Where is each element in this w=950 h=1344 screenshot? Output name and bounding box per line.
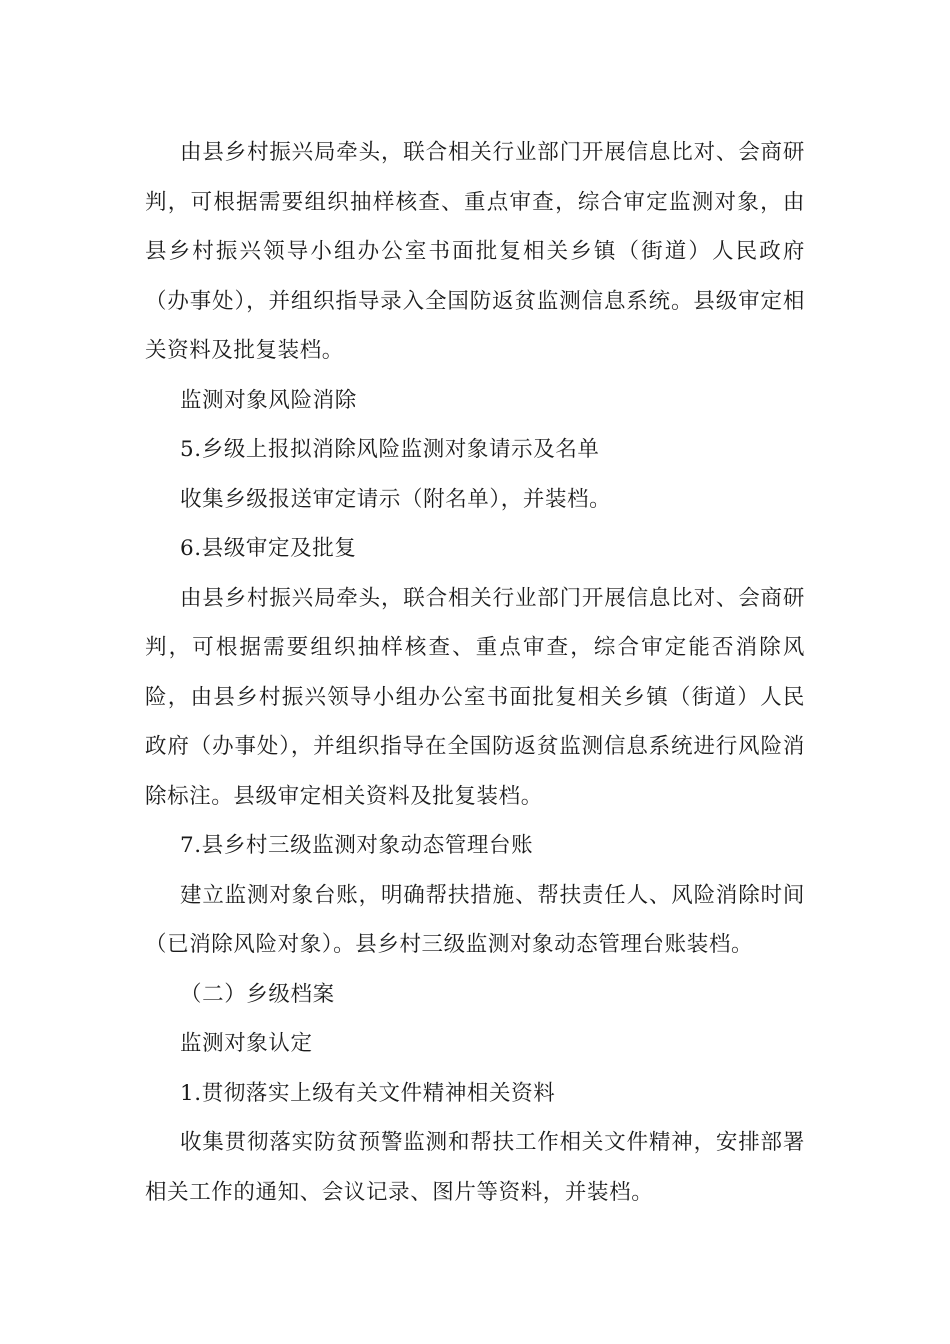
paragraph-county-approval-monitoring: 由县乡村振兴局牵头，联合相关行业部门开展信息比对、会商研判，可根据需要组织抽样核查、重点审查，综合审定监测对象，由县乡村振兴领导小组办公室书面批复相关乡镇（街道）人民政府（办事处），并组织指导录入全国防返贫监测信息系统。县级审定相关资料及批复装档。 — [145, 140, 805, 363]
item-heading-6: 6.县级审定及批复 — [180, 536, 357, 561]
paragraph-item-1: 收集贯彻落实防贫预警监测和帮扶工作相关文件精神，安排部署相关工作的通知、会议记录、图片等资料，并装档。 — [145, 1130, 805, 1205]
item-heading-1: 1.贯彻落实上级有关文件精神相关资料 — [180, 1080, 556, 1106]
section-heading-risk-elimination: 监测对象风险消除 — [180, 387, 357, 413]
paragraph-item-7: 建立监测对象台账，明确帮扶措施、帮扶责任人、风险消除时间（已消除风险对象）。县乡村三级监测对象动态管理台账装档。 — [145, 882, 805, 957]
section-heading-township-archives: （二）乡级档案 — [180, 981, 335, 1007]
subsection-heading-monitoring-identification: 监测对象认定 — [180, 1031, 313, 1056]
paragraph-item-5: 收集乡级报送审定请示（附名单），并装档。 — [180, 486, 612, 512]
paragraph-item-6: 由县乡村振兴局牵头，联合相关行业部门开展信息比对、会商研判，可根据需要组织抽样核查、重点审查，综合审定能否消除风险，由县乡村振兴领导小组办公室书面批复相关乡镇（街道）人民政府（办事处），并组织指导在全国防返贫监测信息系统进行风险消除标注。县级审定相关资料及批复装档。 — [145, 585, 805, 809]
item-heading-5: 5.乡级上报拟消除风险监测对象请示及名单 — [180, 437, 600, 462]
document-body — [145, 128, 805, 1217]
item-heading-7: 7.县乡村三级监测对象动态管理台账 — [180, 833, 534, 858]
